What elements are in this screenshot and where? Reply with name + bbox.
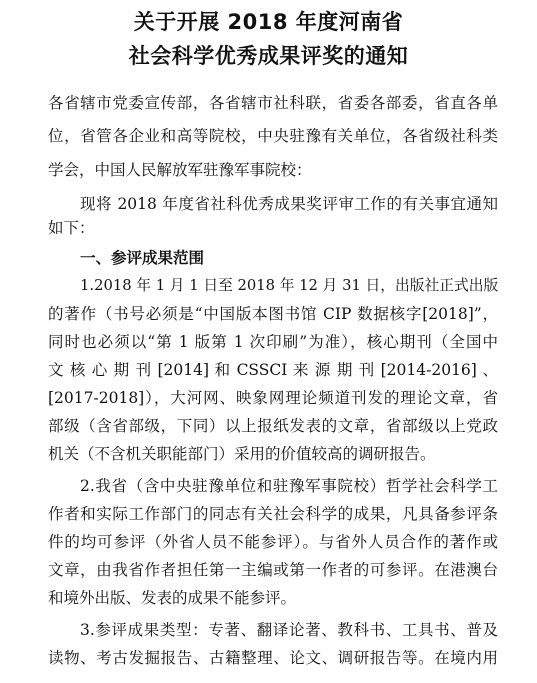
body-line: 读物、考古发掘报告、古籍整理、论文、调研报告等。在境内用 [48,649,498,667]
body-line: 现将 2018 年度省社科优秀成果奖评审工作的有关事宜通知 [80,195,498,213]
body-line: 件的均可参评（外省人员不能参评）。与省外人员合作的著作或 [48,533,498,551]
body-line: 1.2018 年 1 月 1 日至 2018 年 12 月 31 日，出版社正式出版 [80,277,499,294]
body-line: 文章，由我省作者担任第一主编或第一作者的可参评。在港澳台 [48,561,498,579]
body-line: 文 核 心 期 刊 [2014] 和 CSSCI 来 源 期 刊 [2014-2016] 、 [48,361,498,379]
section-heading: 一、参评成果范围 [80,249,205,267]
title-line-2: 社会科学优秀成果评奖的通知 [128,44,409,68]
title-line-1: 关于开展 2018 年度河南省 [133,10,404,34]
body-line: 同时也必须以“第 1 版第 1 次印刷”为准），核心期刊（全国中 [48,333,498,351]
body-line: 和境外出版、发表的成果不能参评。 [48,589,297,607]
body-line: 2.我省（含中央驻豫单位和驻豫军事院校）哲学社会科学工 [80,477,498,495]
body-line: 各省辖市党委宣传部，各省辖市社科联，省委各部委，省直各单 [48,94,498,112]
body-line: 学会，中国人民解放军驻豫军事院校： [48,161,312,179]
body-line: [2017-2018]），大河网、映象网理论频道刊发的理论文章，省 [48,389,498,407]
body-line: 作者和实际工作部门的同志有关社会科学的成果，凡具备参评条 [48,505,498,523]
body-line: 位，省管各企业和高等院校，中央驻豫有关单位，各省级社科类 [48,127,498,145]
body-line: 部级（含省部级，下同）以上报纸发表的文章，省部级以上党政 [48,417,498,435]
body-line: 机关（不含机关职能部门）采用的价值较高的调研报告。 [48,445,436,463]
body-line: 3.参评成果类型：专著、翻译论著、教科书、工具书、普及 [80,621,498,639]
body-line: 的著作（书号必须是“中国版本图书馆 CIP 数据核字[2018]”， [48,305,498,323]
body-line: 如下： [48,219,95,237]
